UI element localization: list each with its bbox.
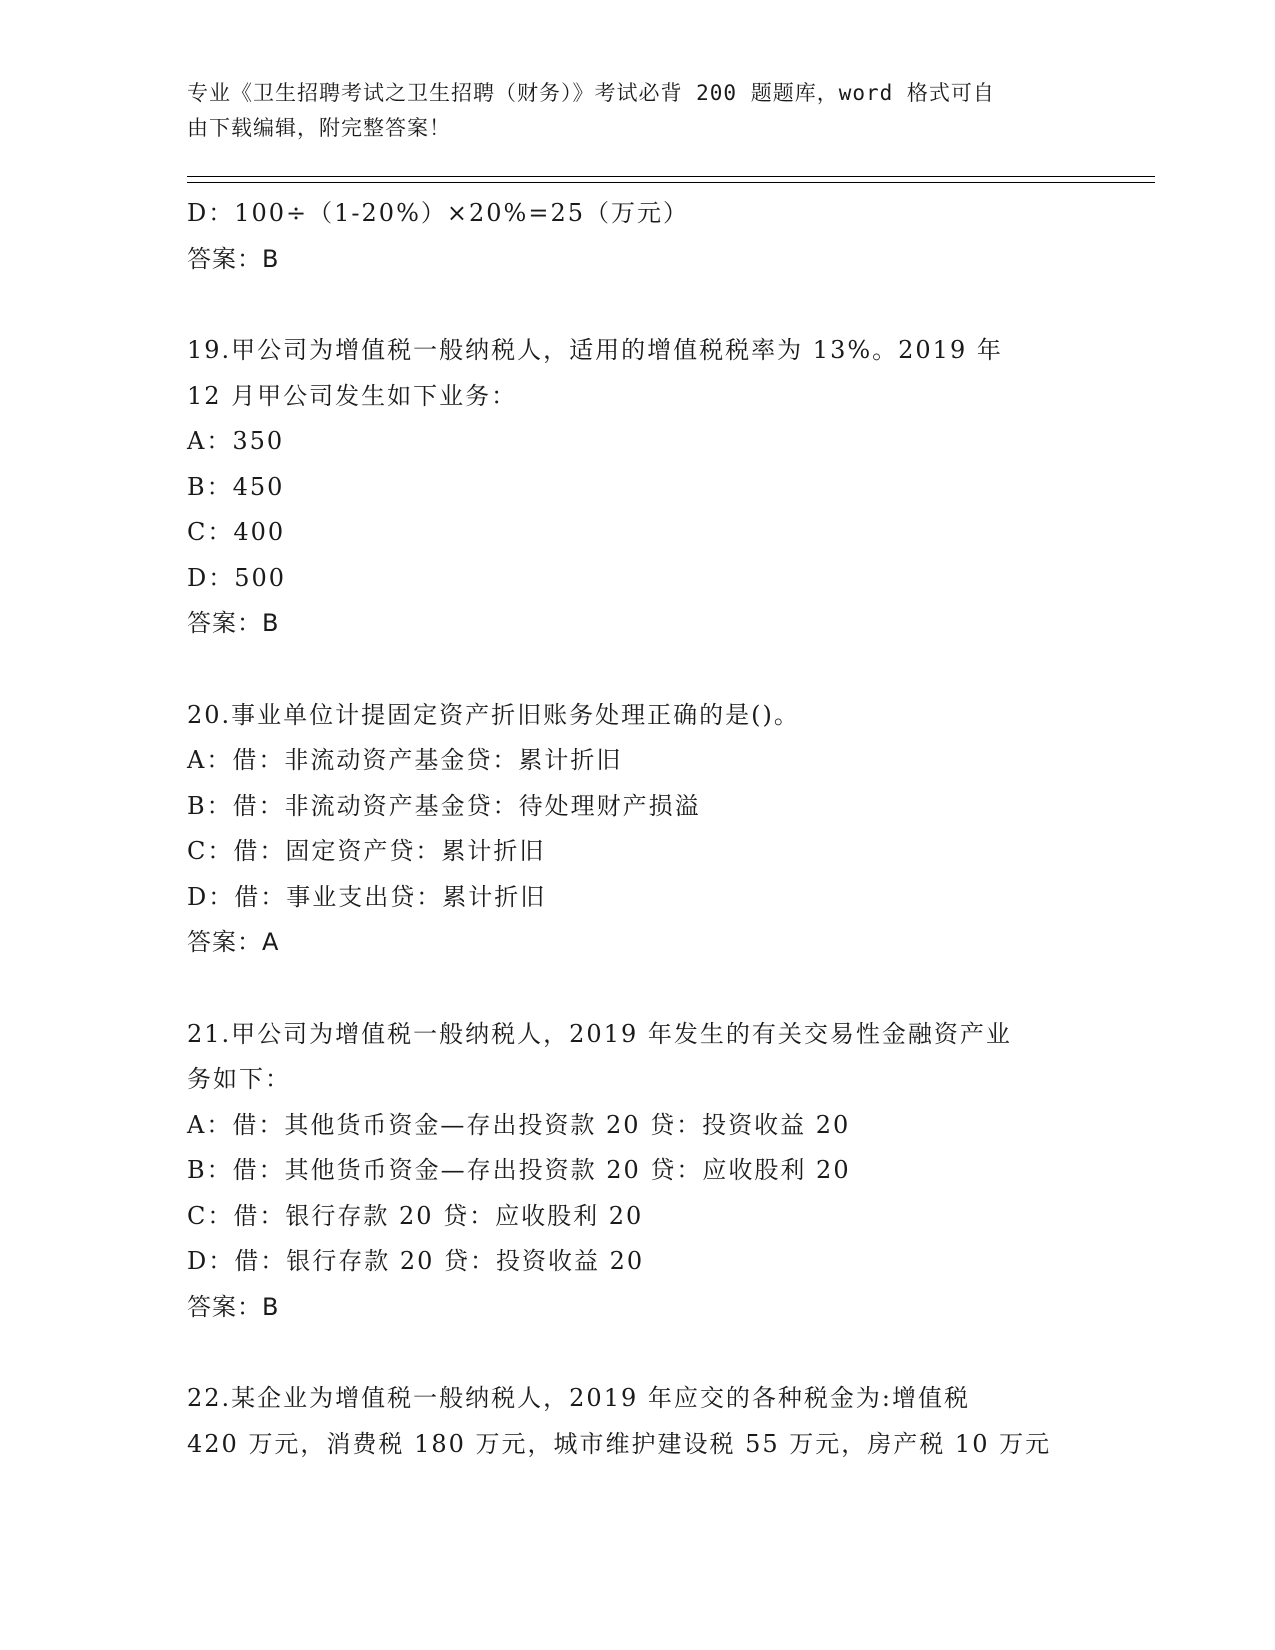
question-list — [187, 191, 1155, 1467]
option-d: D：借：事业支出贷：累计折旧 — [187, 882, 547, 911]
option-c: C：借：固定资产贷：累计折旧 — [187, 837, 546, 865]
option-c: C：借：银行存款 20 贷：应收股利 20 — [187, 1201, 644, 1230]
option-b: B：450 — [187, 472, 285, 501]
answer-line: 答案：A — [187, 928, 280, 956]
question-stem: 12 月甲公司发生如下业务： — [187, 381, 518, 410]
header-line-2: 由下载编辑，附完整答案！ — [187, 116, 451, 140]
option-b: B：借：其他货币资金—存出投资款 20 贷：应收股利 20 — [187, 1156, 851, 1184]
option-a: A：借：非流动资产基金贷：累计折旧 — [187, 746, 623, 774]
question-stem: 22.某企业为增值税一般纳税人，2019 年应交的各种税金为:增值税 — [187, 1384, 970, 1412]
question-21 — [187, 1012, 1155, 1331]
question-stem: 420 万元，消费税 180 万元，城市维护建设税 55 万元，房产税 10 万元 — [187, 1429, 1052, 1458]
question-20 — [187, 693, 1155, 966]
option-b: B：借：非流动资产基金贷：待处理财产损溢 — [187, 791, 701, 820]
header-line-1: 专业《卫生招聘考试之卫生招聘（财务）》考试必背 200 题题库，word 格式可自 — [187, 81, 995, 105]
option-d: D：500 — [187, 563, 287, 592]
question-22 — [187, 1376, 1155, 1467]
answer-line: 答案：B — [187, 1292, 280, 1321]
document-header — [187, 76, 1087, 146]
question-19 — [187, 328, 1155, 647]
option-c: C：400 — [187, 518, 286, 546]
answer-line: 答案：B — [187, 609, 280, 637]
question-stem: 20.事业单位计提固定资产折旧账务处理正确的是()。 — [187, 700, 800, 729]
option-a: A：350 — [187, 427, 285, 455]
option-d: D：100÷（1-20%）×20%=25（万元） — [187, 199, 689, 227]
previous-question-tail — [187, 191, 1155, 282]
option-d: D：借：银行存款 20 贷：投资收益 20 — [187, 1247, 645, 1275]
answer-line: 答案：B — [187, 244, 280, 273]
header-divider-top — [187, 176, 1155, 177]
question-stem: 21.甲公司为增值税一般纳税人，2019 年发生的有关交易性金融资产业 — [187, 1019, 1012, 1048]
question-stem: 务如下： — [187, 1065, 291, 1093]
header-divider-bottom — [187, 182, 1155, 183]
question-stem: 19.甲公司为增值税一般纳税人，适用的增值税税率为 13%。2019 年 — [187, 336, 1003, 364]
option-a: A：借：其他货币资金—存出投资款 20 贷：投资收益 20 — [187, 1110, 851, 1139]
